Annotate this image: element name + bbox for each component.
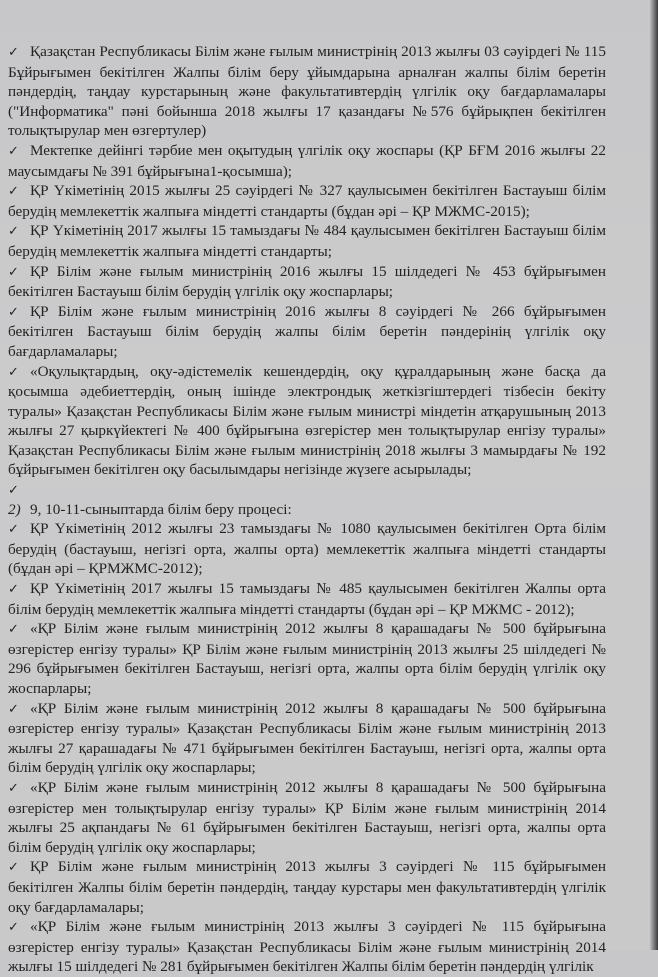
list-item-text: ҚР Үкіметінің 2017 жылғы 15 тамыздағы № 485 қаулысымен бекітілген Жалпы орта білім берудің мемлекеттік жалпыға міндетті стандарты (бұдан әрі – ҚР МЖМС - 2012); (8, 580, 606, 618)
list-item-text: ҚР Үкіметінің 2017 жылғы 15 тамыздағы № 484 қаулысымен бекітілген Бастауыш білім берудің мемлекеттік жалпыға міндетті стандарты; (8, 222, 606, 260)
list-item-text: ҚР Білім және ғылым министрінің 2013 жылғы 3 сәуірдегі № 115 бұйрығымен бекітілген Жалпы білім беретін пәндердің, таңдау курстары мен факультативтердің үлгілік оқу бағдарламалары; (8, 858, 606, 916)
list-item-text: ҚР Үкіметінің 2012 жылғы 23 тамыздағы № 1080 қаулысымен бекітілген Орта білім берудің (бастауыш, негізгі орта, жалпы орта) мемлекеттік жалпыға міндетті стандарты (бұдан әрі – ҚРМЖМС-2012); (8, 520, 606, 578)
checkmark-icon: ✓ (8, 920, 19, 936)
checkmark-icon: ✓ (8, 143, 19, 159)
list-item (8, 302, 606, 362)
list-item-text: ҚР Білім және ғылым министрінің 2016 жылғы 15 шілдедегі № 453 бұйрығымен бекітілген Бастауыш білім берудің үлгілік оқу жоспарлары; (8, 262, 606, 301)
list-item (8, 917, 606, 977)
section-title: 9, 10-11-сыныптарда білім беру процесі: (30, 500, 292, 518)
empty-checkmark-line (8, 480, 606, 500)
section-number: 2) (8, 500, 21, 518)
checkmark-icon: ✓ (8, 622, 19, 638)
list-item (8, 262, 606, 302)
checkmark-icon: ✓ (8, 701, 19, 717)
list-item (8, 699, 606, 778)
list-item-text: Қазақстан Республикасы Білім және ғылым министрінің 2013 жылғы 03 сәуірдегі № 115 Бұйрығымен бекітілген Жалпы білім беру ұйымдарына арналған жалпы білім беретін пәндердің, таңдау курстарының және факультативтердің үлгілік оқу бағдарламалары ("Информатика" пәні бойынша 2018 жылғы 17 қазандағы №576 бұйрықпен бекітілген толықтырулар мен өзгертулер) (8, 43, 606, 140)
page-edge-shadow (650, 0, 658, 950)
list-item (8, 579, 606, 619)
list-item-text: Мектепке дейінгі тәрбие мен оқытудың үлгілік оқу жоспары (ҚР БҒМ 2016 жылғы 22 маусымдағы № 391 бұйрығына1-қосымша); (8, 141, 606, 180)
requirements-list-part2 (8, 519, 606, 977)
list-item (8, 42, 606, 141)
list-item-text: «ҚР Білім және ғылым министрінің 2012 жылғы 8 қарашадағы № 500 бұйрығына өзгерістер мен толықтырулар енгізу туралы» ҚР Білім және ғылым министрінің 2014 жылғы 25 ақпандағы № 61 бұйрығымен бекітілген Бастауыш, негізгі орта, жалпы орта білім берудің үлгілік оқу жоспарлары; (8, 778, 606, 856)
checkmark-icon: ✓ (8, 582, 19, 598)
list-item-text: «ҚР Білім және ғылым министрінің 2012 жылғы 8 қарашадағы № 500 бұйрығына өзгерістер енгізу туралы» ҚР Білім және ғылым министрінің 2013 жылғы 25 шілдедегі № 296 бұйрығымен бекітілген Бастауыш, негізгі орта, жалпы орта білім берудің үлгілік оқу жоспарлары; (8, 620, 606, 697)
checkmark-icon: ✓ (8, 364, 19, 380)
list-item-text: «ҚР Білім және ғылым министрінің 2013 жылғы 3 сәуірдегі № 115 бұйрығына өзгерістер енгізу туралы» Қазақстан Республикасы Білім және ғылым министрінің 2014 жылғы 15 шілдедегі № 281 бұйрығымен бекітілген Жалпы білім беретін пәндердің үлгілік (8, 918, 606, 976)
list-item-text: ҚР Үкіметінің 2015 жылғы 25 сәуірдегі № 327 қаулысымен бекітілген Бастауыш білім берудің мемлекеттік жалпыға міндетті стандарты (бұдан әрі – ҚР МЖМС-2015); (8, 182, 606, 220)
checkmark-icon: ✓ (8, 780, 19, 796)
list-item (8, 221, 606, 261)
list-item (8, 181, 606, 221)
list-item-text: ҚР Білім және ғылым министрінің 2016 жылғы 8 сәуірдегі № 266 бұйрығымен бекітілген Бастауыш білім берудің жалпы білім беретін пәндерінің үлгілік оқу бағдарламалары; (8, 302, 606, 360)
list-item-text: «Оқулықтардың, оқу-әдістемелік кешендердің, оқу құралдарының және басқа да қосымша әдебиеттердің, оның ішінде электрондық жеткізгіштердегі тізбесін бекіту туралы» Қазақстан Республикасы Білім және ғылым министрі міндетін атқарушының 2013 жылғы 27 қыркүйектегі № 400 бұйрығына өзгерістер мен толықтырулар енгізу туралы» Қазақстан Республикасы Білім және ғылым министрінің 2018 жылғы 3 мамырдағы № 192 бұйрығымен бекітілген оқу басылымдары негізінде жүзеге асырылады; (8, 362, 606, 479)
list-item (8, 778, 606, 857)
checkmark-icon: ✓ (8, 860, 19, 876)
checkmark-icon: ✓ (8, 264, 19, 280)
list-item (8, 519, 606, 579)
list-item-text: «ҚР Білім және ғылым министрінің 2012 жылғы 8 қарашадағы № 500 бұйрығына өзгерістер енгізу туралы» Қазақстан Республикасы Білім және ғылым министрінің 2013 жылғы 27 қарашадағы № 471 бұйрығымен бекітілген Бастауыш, негізгі орта, жалпы орта білім берудің үлгілік оқу жоспарлары; (8, 699, 606, 777)
checkmark-icon: ✓ (8, 522, 19, 538)
checkmark-icon: ✓ (8, 304, 19, 320)
checkmark-icon: ✓ (8, 184, 19, 200)
requirements-list-part1 (8, 42, 606, 480)
checkmark-icon: ✓ (8, 45, 19, 60)
checkmark-icon: ✓ (8, 483, 19, 499)
checkmark-icon: ✓ (8, 224, 19, 240)
list-item (8, 857, 606, 917)
list-item (8, 141, 606, 181)
list-item (8, 619, 606, 698)
section-heading (8, 500, 606, 520)
list-item (8, 362, 606, 481)
document-page (8, 42, 606, 977)
